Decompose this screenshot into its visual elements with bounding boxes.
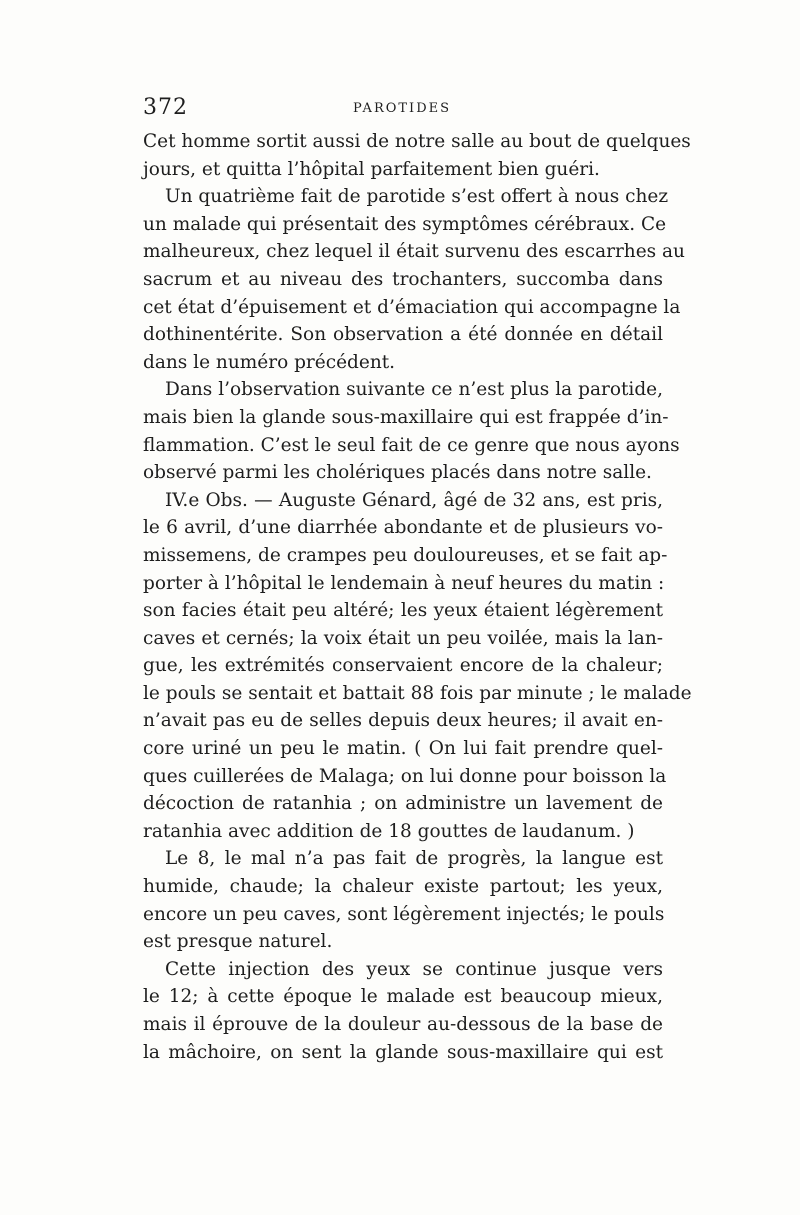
- text-line: ratanhia avec addition de 18 gouttes de laudanum. ): [143, 820, 635, 842]
- body-text: [143, 128, 692, 1066]
- text-line: jours, et quitta l’hôpital parfaitement bien guéri.: [143, 158, 600, 180]
- text-line: humide, chaude; la chaleur existe partout; les yeux,: [143, 876, 663, 898]
- text-line: porter à l’hôpital le lendemain à neuf heures du matin :: [143, 572, 665, 594]
- text-line: est presque naturel.: [143, 931, 333, 953]
- text-line: caves et cernés; la voix était un peu voilée, mais la lan-: [143, 627, 663, 649]
- text-line: observé parmi les cholériques placés dans notre salle.: [143, 462, 652, 484]
- text-line: gue, les extrémités conservaient encore de la chaleur;: [143, 655, 663, 677]
- text-line: Un quatrième fait de parotide s’est offert à nous chez: [165, 186, 669, 208]
- page-number: 372: [143, 95, 188, 120]
- text-line: mais il éprouve de la douleur au-dessous de la base de: [143, 1014, 663, 1035]
- text-line: Le 8, le mal n’a pas fait de progrès, la langue est: [165, 848, 663, 870]
- text-line: encore un peu caves, sont légèrement injectés; le pouls: [143, 903, 665, 925]
- text-line: sacrum et au niveau des trochanters, succomba dans: [143, 268, 663, 290]
- text-line: le pouls se sentait et battait 88 fois par minute ; le malade: [143, 682, 692, 704]
- text-line: flammation. C’est le seul fait de ce genre que nous ayons: [143, 434, 680, 456]
- text-line: décoction de ratanhia ; on administre un lavement de: [143, 793, 663, 815]
- running-title: PAROTIDES: [353, 101, 452, 116]
- text-line: dans le numéro précédent.: [143, 351, 396, 373]
- text-line: mais bien la glande sous-maxillaire qui est frappée d’in-: [143, 406, 669, 428]
- text-line: Cette injection des yeux se continue jusque vers: [165, 958, 663, 980]
- text-line: Cet homme sortit aussi de notre salle au bout de quelques: [143, 131, 691, 152]
- text-line: dothinentérite. Son observation a été donnée en détail: [143, 324, 663, 346]
- text-line: missemens, de crampes peu douloureuses, et se fait ap-: [143, 544, 668, 566]
- text-line: core uriné un peu le matin. ( On lui fait prendre quel-: [143, 738, 663, 760]
- text-line: cet état d’épuisement et d’émaciation qui accompagne la: [143, 296, 681, 318]
- text-line: ques cuillerées de Malaga; on lui donne pour boisson la: [143, 765, 667, 787]
- page-header: [143, 95, 663, 125]
- text-line: la mâchoire, on sent la glande sous-maxillaire qui est: [143, 1041, 663, 1063]
- text-line: le 12; à cette époque le malade est beaucoup mieux,: [143, 986, 663, 1008]
- text-line: IV.e Obs. — Auguste Génard, âgé de 32 ans, est pris,: [165, 489, 663, 511]
- text-line: le 6 avril, d’une diarrhée abondante et de plusieurs vo-: [143, 517, 663, 539]
- text-line: Dans l’observation suivante ce n’est plus la parotide,: [165, 379, 663, 401]
- text-line: un malade qui présentait des symptômes cérébraux. Ce: [143, 213, 667, 235]
- text-line: malheureux, chez lequel il était survenu des escarrhes au: [143, 241, 685, 263]
- text-line: son facies était peu altéré; les yeux étaient légèrement: [143, 600, 663, 622]
- text-line: n’avait pas eu de selles depuis deux heures; il avait en-: [143, 710, 663, 732]
